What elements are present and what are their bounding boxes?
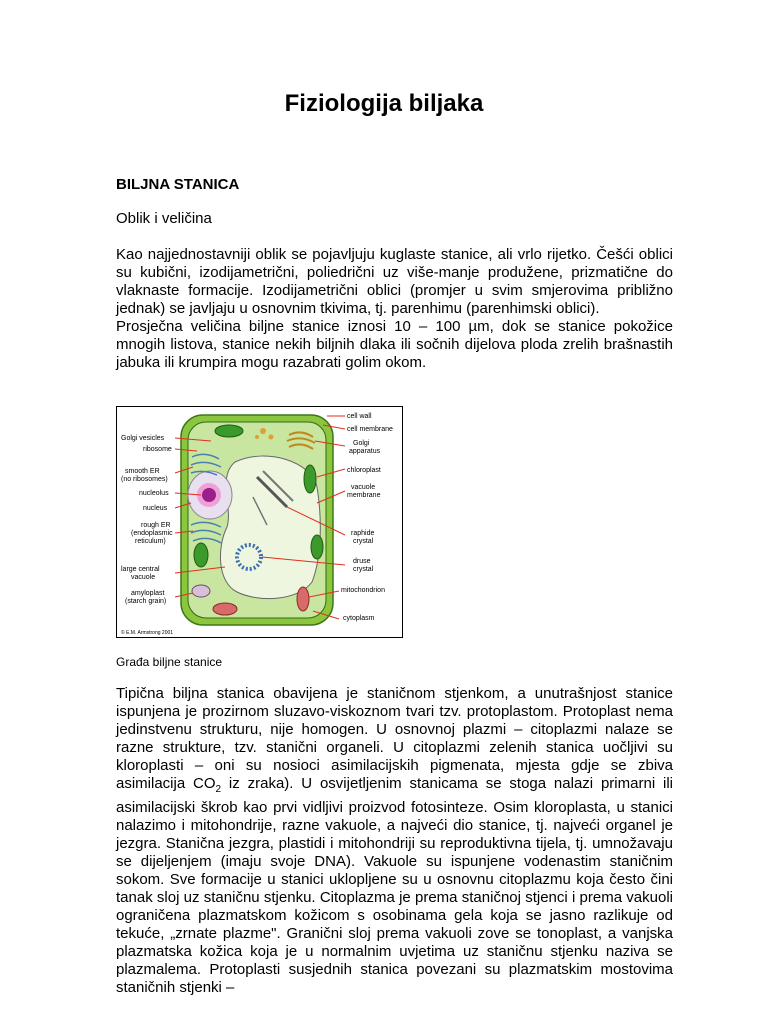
diagram-label: crystal	[353, 538, 374, 545]
chloroplast	[194, 543, 208, 567]
diagram-label: Golgi	[353, 440, 370, 447]
figure-caption: Građa biljne stanice	[116, 655, 223, 669]
page-title: Fiziologija biljaka	[284, 90, 484, 117]
diagram-label: reticulum)	[135, 538, 166, 545]
diagram-label: (starch grain)	[125, 598, 167, 605]
paragraph-size: Prosječna veličina biljne stanice iznosi 10 – 100 µm, dok se stanice pokožice mnogih listova, stanice nekih biljnih dlaka ili sočnih dijelova ploda zrelih brašnastih jabuka ili krumpira mogu razabrati golim okom.	[116, 318, 673, 371]
subheading: Oblik i veličina	[116, 210, 212, 227]
paragraph-text-2: iz zraka). U osvijetljenim stanicama se stoga nalazi primarni ili asimilacijski škrob kao prvi vidljivi proizvod fotosinteze. Osim kloroplasta, u stanici nalazimo i mitohondrije, razne vakuole, a najveći dio stanice, tj. najveći organel je jezgra. Stanična jezgra, plastidi i mitohondriji su reproduktivna tijela, tj. umnožavaju se dijeljenjem (imaju svoje DNA). Vakuole su ispunjene vodenastim staničnim sokom. Sve formacije u stanici uklopljene su u osnovnu citoplazmu koja često čini tanak sloj uz staničnu stjenku. Citoplazma je prema staničnoj stjenci i prema vakuoli ograničena plazmatskom kožicom s osobinama gela koja se jasno razlikuje od tekuće, „zrnate plazme". Granični sloj prema vakuoli zove se tonoplast, a vanjska plazmatska kožica koja je u normalnim uvjetima uz staničnu stjenku naziva se plazmalema. Protoplasti susjednih stanica povezani su plazmatskim mostovima staničnih stjenki –	[116, 775, 673, 996]
paragraph-shape: Kao najjednostavniji oblik se pojavljuju kuglaste stanice, ali vrlo rijetko. Češći oblici su kubični, izodijametrični, poliedrični uz više-manje produžene, prizmatične do vlaknaste formacije. Izodijametrični oblici (promjer u svim smjerovima približno jednak) se javljaju u osnovnim tkivima, tj. parenhimu (parenhimski oblici).	[116, 246, 673, 317]
diagram-label: large central	[121, 566, 160, 573]
copyright-text: © E.M. Armstrong 2001	[121, 630, 174, 636]
diagram-label: chloroplast	[347, 467, 381, 474]
plant-cell-diagram	[116, 406, 403, 638]
paragraph-text-1: Tipična biljna stanica obavijena je staničnom stjenkom, a unutrašnjost stanice ispunjena je prozirnom sluzavo-viskoznom tvari tzv. protoplastom. Protoplast nema jedinstvenu strukturu, nije homogen. U osnovnoj plazmi – citoplazmi nalaze se razne strukture, tzv. stanični organeli. U citoplazmi zelenih stanica uočljivi su kloroplasti – oni su nosioci asimilacijskih pigmenata, mjesta gdje se zbiva asimilacija CO	[116, 685, 673, 792]
co2-subscript: 2	[215, 784, 222, 795]
diagram-label: smooth ER	[125, 468, 160, 475]
chloroplast	[304, 465, 316, 493]
section-heading: BILJNA STANICA	[116, 176, 240, 193]
diagram-label: (no ribosomes)	[121, 476, 168, 483]
diagram-label: cell membrane	[347, 426, 393, 433]
diagram-label: membrane	[347, 492, 381, 499]
diagram-label: crystal	[353, 566, 374, 573]
mitochondrion	[213, 603, 237, 615]
nucleolus	[202, 488, 216, 502]
diagram-label: apparatus	[349, 448, 381, 455]
diagram-label: cell wall	[347, 413, 372, 420]
chloroplast	[215, 425, 243, 437]
intro-text	[116, 246, 673, 372]
diagram-label: mitochondrion	[341, 587, 385, 594]
diagram-label: nucleus	[143, 505, 168, 512]
amyloplast	[192, 585, 210, 597]
diagram-label: amyloplast	[131, 590, 165, 597]
diagram-label: druse	[353, 558, 371, 565]
chloroplast	[311, 535, 323, 559]
diagram-label: rough ER	[141, 522, 171, 529]
cell-structure-paragraph	[116, 685, 673, 997]
diagram-label: (endoplasmic	[131, 530, 173, 537]
mitochondrion	[297, 587, 309, 611]
diagram-label: vacuole	[131, 574, 156, 581]
diagram-label: ribosome	[143, 446, 172, 453]
diagram-label: nucleolus	[139, 490, 169, 497]
diagram-label: vacuole	[351, 484, 376, 491]
diagram-label: cytoplasm	[343, 615, 375, 622]
diagram-label: Golgi vesicles	[121, 435, 165, 442]
diagram-label: raphide	[351, 530, 375, 537]
